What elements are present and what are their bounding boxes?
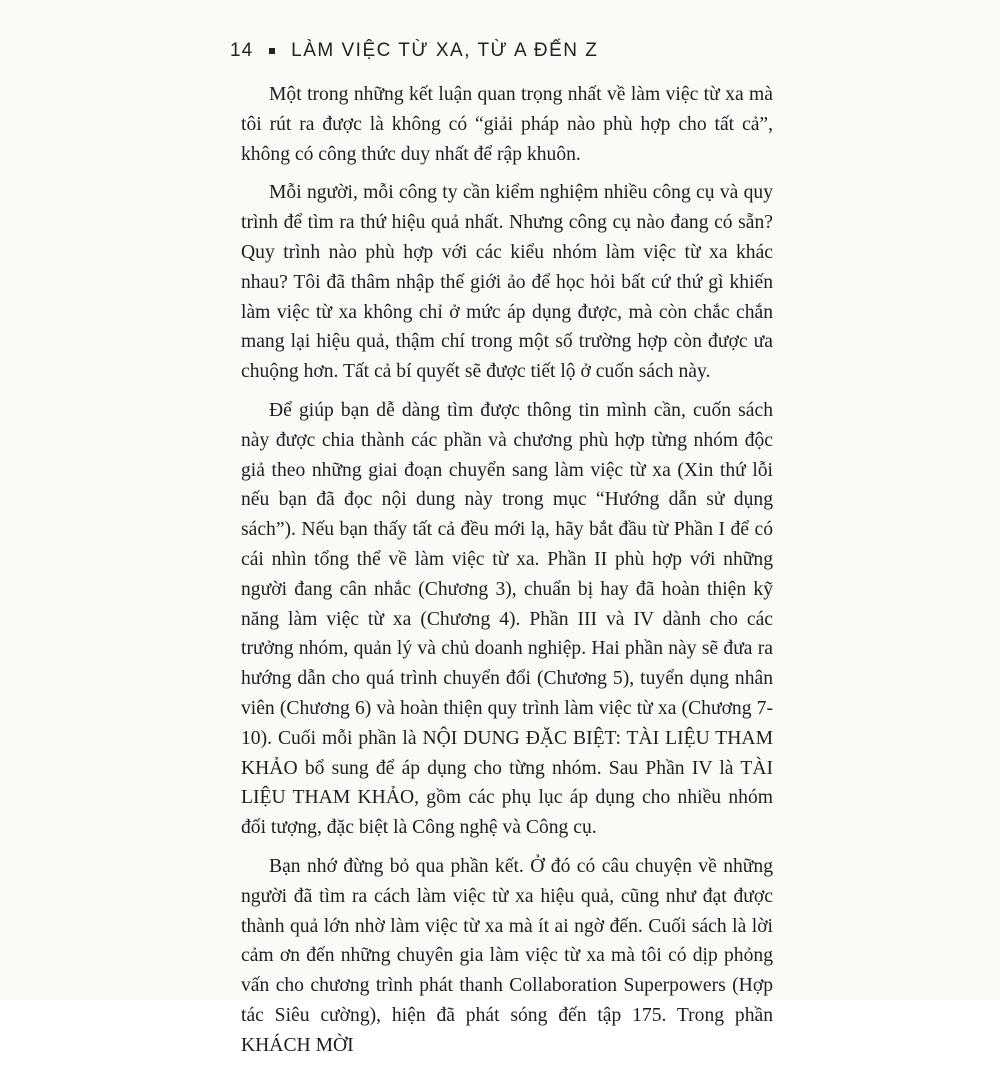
page-number: 14 <box>230 40 254 61</box>
paragraph: Một trong những kết luận quan trọng nhất về làm việc từ xa mà tôi rút ra được là không có “giải pháp nào phù hợp cho tất cả”, không có công thức duy nhất để rập khuôn. <box>241 84 773 165</box>
running-title: LÀM VIỆC TỪ XA, TỪ A ĐẾN Z <box>291 40 599 61</box>
running-header <box>230 36 790 66</box>
paragraph: Mỗi người, mỗi công ty cần kiểm nghiệm nhiều công cụ và quy trình để tìm ra thứ hiệu quả nhất. Nhưng công cụ nào đang có sẵn? Quy trình nào phù hợp với các kiểu nhóm làm việc từ xa khác nhau? Tôi đã thâm nhập thế giới ảo để học hỏi bất cứ thứ gì khiến làm việc từ xa không chỉ ở mức áp dụng được, mà còn chắc chắn mang lại hiệu quả, thậm chí trong một số trường hợp còn được ưa chuộng hơn. Tất cả bí quyết sẽ được tiết lộ ở cuốn sách này. <box>241 182 773 383</box>
header-bullet <box>269 48 275 54</box>
body-text <box>241 80 773 1070</box>
paragraph: Bạn nhớ đừng bỏ qua phần kết. Ở đó có câu chuyện về những người đã tìm ra cách làm việc từ xa hiệu quả, cũng như đạt được thành quả lớn nhờ làm việc từ xa mà ít ai ngờ đến. Cuối sách là lời cảm ơn đến những chuyên gia làm việc từ xa mà tôi có dịp phỏng vấn cho chương trình phát thanh Collaboration Superpowers (Hợp tác Siêu cường), hiện đã phát sóng đến tập 175. Trong phần KHÁCH MỜI <box>241 855 773 1056</box>
paragraph: Để giúp bạn dễ dàng tìm được thông tin mình cần, cuốn sách này được chia thành các phần và chương phù hợp từng nhóm độc giả theo những giai đoạn chuyển sang làm việc từ xa (Xin thứ lỗi nếu bạn đã đọc nội dung này trong mục “Hướng dẫn sử dụng sách”). Nếu bạn thấy tất cả đều mới lạ, hãy bắt đầu từ Phần I để có cái nhìn tổng thể về làm việc từ xa. Phần II phù hợp với những người đang cân nhắc (Chương 3), chuẩn bị hay đã hoàn thiện kỹ năng làm việc từ xa (Chương 4). Phần III và IV dành cho các trưởng nhóm, quản lý và chủ doanh nghiệp. Hai phần này sẽ đưa ra hướng dẫn cho quá trình chuyển đổi (Chương 5), tuyển dụng nhân viên (Chương 6) và hoàn thiện quy trình làm việc từ xa (Chương 7-10). Cuối mỗi phần là NỘI DUNG ĐẶC BIỆT: TÀI LIỆU THAM KHẢO bổ sung để áp dụng cho từng nhóm. Sau Phần IV là TÀI LIỆU THAM KHẢO, gồm các phụ lục áp dụng cho nhiều nhóm đối tượng, đặc biệt là Công nghệ và Công cụ. <box>241 399 773 839</box>
